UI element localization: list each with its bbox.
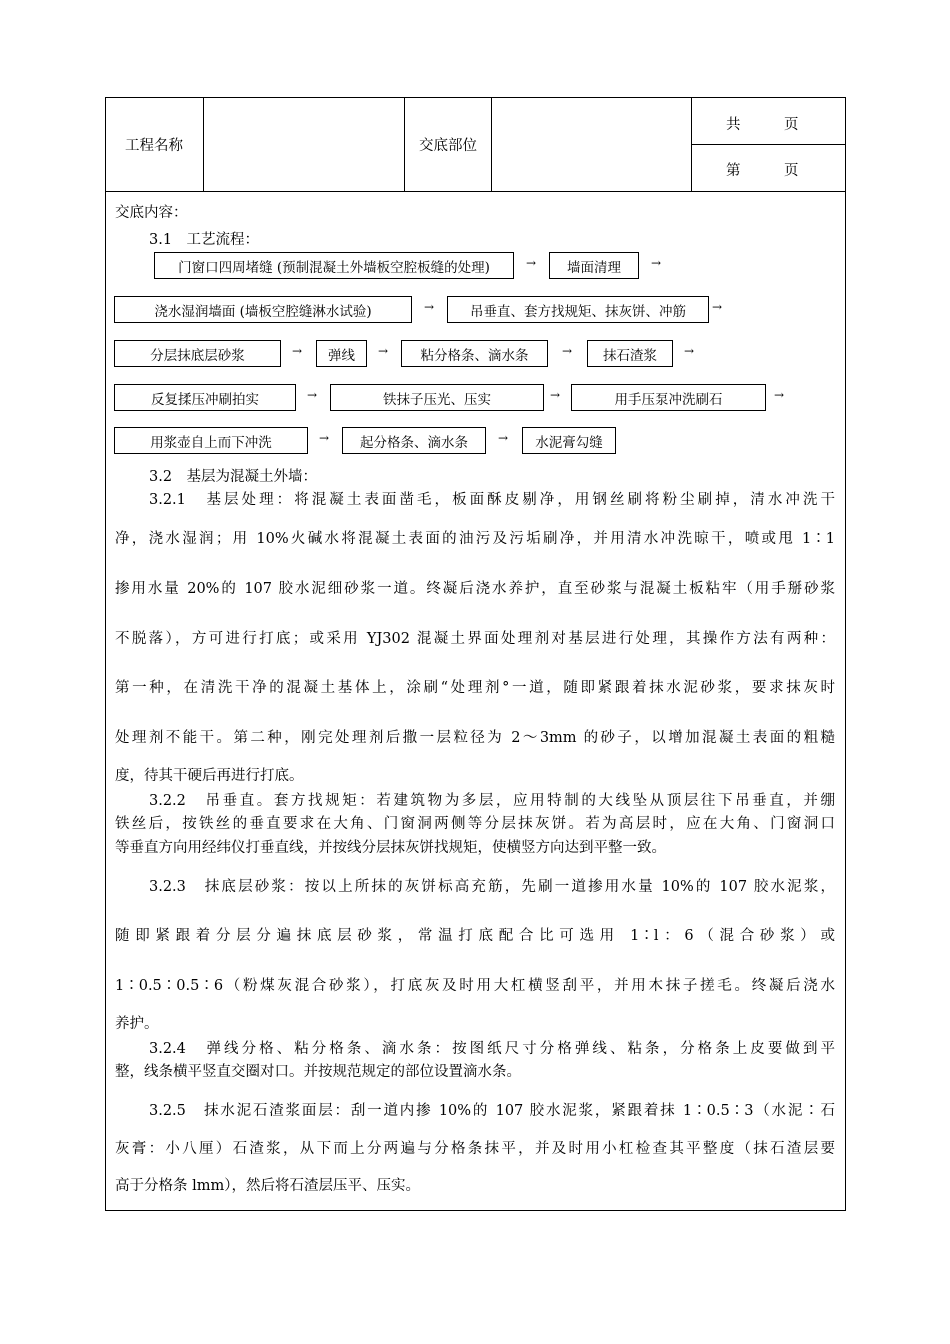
p321-line: 不脱落），方可进行打底；或采用 YJ302 混凝土界面处理剂对基层进行处理，其操作方法有两种： bbox=[115, 631, 835, 647]
p321-line: 度，待其干硬后再进行打底。 bbox=[115, 768, 304, 784]
p325-line: 3.2.5 抹水泥石渣浆面层：刮一道内掺 10%的 107 胶水泥浆，紧跟着抹 1∶0.5∶3（水泥∶石 bbox=[149, 1103, 835, 1119]
section-3-1-title: 3.1 工艺流程： bbox=[149, 232, 260, 248]
arrow-icon: → bbox=[651, 256, 662, 270]
p324-line: 整，线条横平竖直交圈对口。并按规范规定的部位设置滴水条。 bbox=[115, 1064, 521, 1080]
header-bottom-line bbox=[105, 191, 846, 192]
p325-line: 灰膏：小八厘）石渣浆，从下而上分两遍与分格条抹平，并及时用小杠检查其平整度（抹石渣层要 bbox=[115, 1141, 835, 1157]
flow-step-10: 铁抹子压光、压实 bbox=[330, 384, 544, 411]
arrow-icon: → bbox=[684, 344, 695, 358]
arrow-icon: → bbox=[307, 388, 318, 402]
flow-step-5: 分层抹底层砂浆 bbox=[114, 340, 281, 367]
p323-line: 3.2.3 抹底层砂浆：按以上所抹的灰饼标高充筋，先刷一道掺用水量 10%的 107 胶水泥浆， bbox=[149, 879, 835, 895]
p323-line: 1∶0.5∶0.5∶6（粉煤灰混合砂浆），打底灰及时用大杠横竖刮平，并用木抹子搓毛。终凝后浇水 bbox=[115, 978, 835, 994]
p321-line: 3.2.1 基层处理：将混凝土表面凿毛，板面酥皮剔净，用钢丝刷将粉尘刷掉，清水冲洗干 bbox=[149, 492, 835, 508]
flow-step-2: 墙面清理 bbox=[549, 252, 639, 279]
p321-line: 掺用水量 20%的 107 胶水泥细砂浆一道。终凝后浇水养护，直至砂浆与混凝土板粘牢（用手掰砂浆 bbox=[115, 581, 835, 597]
p321-line: 第一种，在清洗干净的混凝土基体上，涂刷“处理剂°一道，随即紧跟着抹水泥砂浆，要求抹灰时 bbox=[115, 680, 835, 696]
project-name-label: 工程名称 bbox=[105, 97, 204, 191]
p322-line: 铁丝后，按铁丝的垂直要求在大角、门窗洞两侧等分层抹灰饼。若为高层时，应在大角、门窗洞口 bbox=[115, 816, 835, 832]
arrow-icon: → bbox=[526, 256, 537, 270]
p322-line: 3.2.2 吊垂直。套方找规矩：若建筑物为多层，应用特制的大线坠从顶层往下吊垂直，并绷 bbox=[149, 793, 835, 809]
flow-step-13: 起分格条、滴水条 bbox=[342, 427, 486, 454]
flow-step-4: 吊垂直、套方找规矩、抹灰饼、冲筋 bbox=[447, 296, 709, 323]
p322-line: 等垂直方向用经纬仪打垂直线，并按线分层抹灰饼找规矩，使横竖方向达到平整一致。 bbox=[115, 840, 666, 856]
page-divider bbox=[692, 144, 845, 145]
flow-step-14: 水泥膏勾缝 bbox=[522, 427, 616, 454]
arrow-icon: → bbox=[774, 388, 785, 402]
p321-line: 净，浇水湿润；用 10%火碱水将混凝土表面的油污及污垢刷净，并用清水冲洗晾干，喷或甩 1∶1 bbox=[115, 531, 835, 547]
flow-step-8: 抹石渣浆 bbox=[587, 340, 673, 367]
arrow-icon: → bbox=[292, 344, 303, 358]
flow-step-9: 反复揉压冲刷拍实 bbox=[114, 384, 296, 411]
arrow-icon: → bbox=[424, 300, 435, 314]
disclosure-part-value bbox=[492, 97, 692, 191]
p325-line: 高于分格条 lmm），然后将石渣层压平、压实。 bbox=[115, 1178, 420, 1194]
arrow-icon: → bbox=[562, 344, 573, 358]
flow-step-1: 门窗口四周堵缝 (预制混凝土外墙板空腔板缝的处理) bbox=[154, 252, 514, 279]
project-name-value bbox=[204, 97, 405, 191]
content-label: 交底内容： bbox=[115, 205, 188, 221]
arrow-icon: → bbox=[378, 344, 389, 358]
arrow-icon: → bbox=[550, 388, 561, 402]
disclosure-part-label: 交底部位 bbox=[405, 97, 492, 191]
flow-step-7: 粘分格条、滴水条 bbox=[401, 340, 548, 367]
p324-line: 3.2.4 弹线分格、粘分格条、滴水条：按图纸尺寸分格弹线、粘条，分格条上皮要做到平 bbox=[149, 1041, 835, 1057]
flow-step-11: 用手压泵冲洗刷石 bbox=[571, 384, 766, 411]
section-3-2-title: 3.2 基层为混凝土外墙： bbox=[149, 469, 318, 485]
total-pages: 共 页 bbox=[726, 117, 799, 133]
flow-step-3: 浇水湿润墙面 (墙板空腔缝淋水试验) bbox=[114, 296, 412, 323]
flow-step-6: 弹线 bbox=[316, 340, 367, 367]
p321-line: 处理剂不能干。第二种，刚完处理剂后撒一层粒径为 2～3mm 的砂子，以增加混凝土表面的粗糙 bbox=[115, 730, 835, 746]
page-number: 第 页 bbox=[726, 163, 799, 179]
arrow-icon: → bbox=[712, 300, 723, 314]
p323-line: 养护。 bbox=[115, 1016, 159, 1032]
flow-step-12: 用浆壶自上而下冲洗 bbox=[114, 427, 308, 454]
p323-line: 随即紧跟着分层分遍抹底层砂浆，常温打底配合比可选用 1∶l：6（混合砂浆）或 bbox=[115, 928, 835, 944]
arrow-icon: → bbox=[498, 431, 509, 445]
arrow-icon: → bbox=[319, 431, 330, 445]
